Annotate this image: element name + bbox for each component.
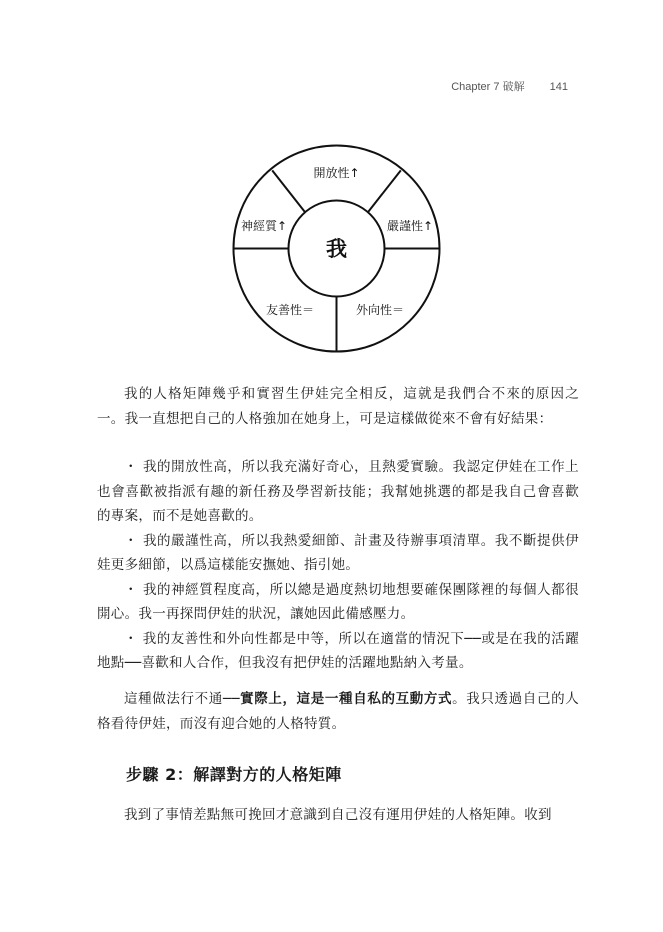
chapter-title: 破解 <box>502 81 525 93</box>
paragraph-part2: 。我只透過自己的人格看待伊娃，而沒有迎合她的人格特質。 <box>97 691 580 732</box>
paragraph-text: 我的人格矩陣幾乎和實習生伊娃完全相反，這就是我們合不來的原因之一。我一直想把自己的人格強加在她身上，可是這樣做從來不會有好結果： <box>97 386 579 427</box>
center-self-label: 我 <box>326 237 347 261</box>
bullet-agreeableness-extraversion: ・ 我的友善性和外向性都是中等，所以在適當的情況下──或是在我的活躍地點──喜歡和人合作，但我沒有把伊娃的活躍地點納入考量。 <box>97 630 579 671</box>
bullet-neuroticism: ・ 我的神經質程度高，所以總是過度熱切地想要確保團隊裡的每個人都很開心。我一再探問伊娃的狀況，讓她因此備感壓力。 <box>97 581 579 622</box>
paragraph-text <box>97 687 579 736</box>
page-header <box>451 78 568 94</box>
personality-matrix-diagram <box>230 142 443 355</box>
intro-paragraph <box>97 382 579 431</box>
paragraph-text: 我到了事情差點無可挽回才意識到自己沒有運用伊娃的人格矩陣。收到 <box>124 807 552 823</box>
segment-neuroticism: 神經質↑ <box>240 219 288 233</box>
step2-paragraph <box>97 803 579 828</box>
divider-line <box>272 170 305 212</box>
conclusion-paragraph <box>97 687 579 736</box>
segment-agreeableness: 友善性＝ <box>265 303 315 317</box>
divider-line <box>368 170 401 212</box>
bullet-conscientiousness: ・ 我的嚴謹性高，所以我熱愛細節、計畫及待辦事項清單。我不斷提供伊娃更多細節，以爲這樣能安撫她、指引她。 <box>97 532 579 573</box>
page-number: 141 <box>549 81 568 93</box>
segment-openness: 開放性↑ <box>313 166 360 180</box>
section-heading: 步驟 2：解譯對方的人格矩陣 <box>126 765 342 784</box>
chapter-label: Chapter 7 <box>451 81 500 93</box>
personality-wheel <box>230 142 443 355</box>
paragraph-part1: 這種做法行不通── <box>124 691 240 707</box>
bullet-openness: ・ 我的開放性高，所以我充滿好奇心，且熱愛實驗。我認定伊娃在工作上也會喜歡被指派有趣的新任務及學習新技能；我幫她挑選的都是我自己會喜歡的專案，而不是她喜歡的。 <box>97 459 579 524</box>
bullet-list <box>97 455 579 676</box>
segment-conscientiousness: 嚴謹性↑ <box>386 219 434 233</box>
segment-extraversion: 外向性＝ <box>355 303 405 317</box>
paragraph-bold-phrase: 實際上，這是一種自私的互動方式 <box>239 691 453 707</box>
